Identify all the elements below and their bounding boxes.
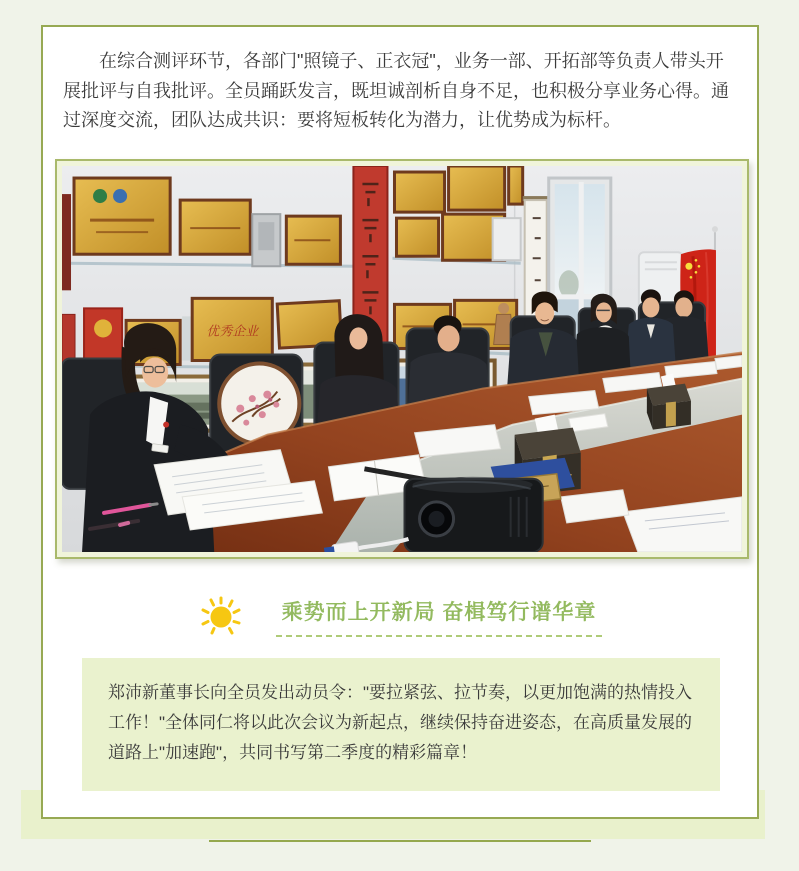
quote-box xyxy=(82,658,720,791)
meeting-room-illustration xyxy=(62,166,742,552)
quote-text: 郑沛新董事长向全员发出动员令："要拉紧弦、拉节奏，以更加饱满的热情投入工作！"全体同仁将以此次会议为新起点，继续保持奋进姿态，在高质量发展的道路上"加速跑"，共同书写第二季度的精彩篇章！ xyxy=(108,683,693,762)
section-heading-row xyxy=(43,593,757,639)
review-paragraph: 在综合测评环节，各部门"照镜子、正衣冠"，业务一部、开拓部等负责人带头开展批评与自我批评。全员踊跃发言，既坦诚剖析自身不足，也积极分享业务心得。通过深度交流，团队达成共识：要将短板转化为潜力，让优势成为标杆。 xyxy=(63,51,729,131)
sun-icon xyxy=(198,593,244,639)
meeting-photo[interactable] xyxy=(62,166,742,552)
plaque-text: 优秀企业 xyxy=(206,323,259,339)
content-card xyxy=(41,25,759,819)
meeting-photo-frame xyxy=(55,159,749,559)
section-heading: 乘势而上开新局 奋楫笃行谱华章 xyxy=(276,596,603,637)
bottom-divider xyxy=(209,840,591,842)
